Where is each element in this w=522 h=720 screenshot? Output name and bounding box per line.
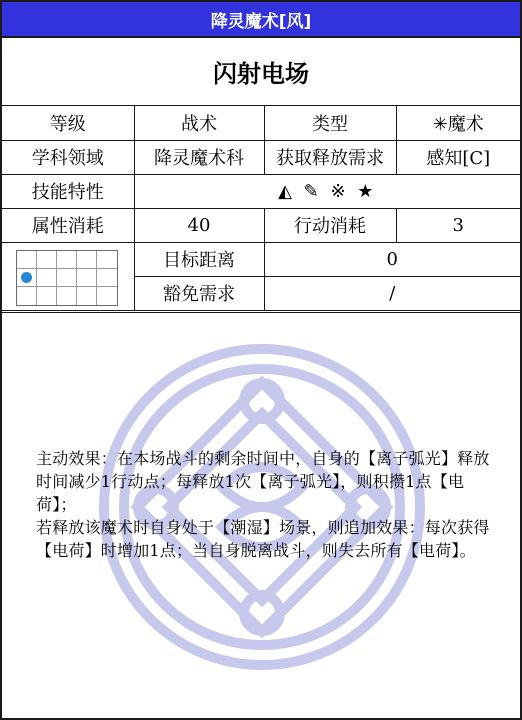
range-grid-cell <box>17 251 37 269</box>
range-grid-cell <box>37 251 57 269</box>
target-distance-value: 0 <box>264 242 520 276</box>
attr-cost-value: 40 <box>134 208 264 242</box>
range-grid <box>16 250 118 306</box>
range-grid-cell <box>17 269 37 287</box>
level-value: 战术 <box>134 106 264 140</box>
action-cost-value: 3 <box>396 208 520 242</box>
range-grid-cell <box>77 269 97 287</box>
range-grid-cell <box>77 251 97 269</box>
range-grid-cell <box>37 269 57 287</box>
spell-title: 闪射电场 <box>2 38 520 106</box>
range-grid-cell <box>97 251 117 269</box>
range-grid-cell <box>2 242 134 310</box>
range-grid-cell <box>37 287 57 305</box>
spell-description: 主动效果：在本场战斗的剩余时间中，自身的【离子弧光】释放时间减少1行动点；每释放1次【离子弧光】，则积攒1点【电荷】； 若释放该魔术时自身处于【潮湿】场景，则追加效果：每次获得【电荷】时增加1点；当自身脱离战斗，则失去所有【电荷】。 <box>36 449 490 560</box>
domain-value: 降灵魔术科 <box>134 140 264 174</box>
range-grid-cell <box>97 287 117 305</box>
card-category-header: 降灵魔术[风] <box>2 2 520 38</box>
description-area <box>2 312 520 718</box>
exemption-value: / <box>264 276 520 310</box>
range-grid-cell <box>97 269 117 287</box>
range-grid-cell <box>77 287 97 305</box>
traits-icons: ◭ ✎ ※ ★ <box>134 174 520 208</box>
stats-table <box>2 106 520 311</box>
domain-label: 学科领域 <box>2 140 134 174</box>
type-value: ✳魔术 <box>396 106 520 140</box>
range-marker-dot <box>21 272 32 283</box>
traits-label: 技能特性 <box>2 174 134 208</box>
action-cost-label: 行动消耗 <box>264 208 396 242</box>
range-grid-cell <box>57 287 77 305</box>
attr-cost-label: 属性消耗 <box>2 208 134 242</box>
range-grid-cell <box>57 269 77 287</box>
level-label: 等级 <box>2 106 134 140</box>
range-grid-cell <box>57 251 77 269</box>
requirement-value: 感知[C] <box>396 140 520 174</box>
range-grid-cell <box>17 287 37 305</box>
requirement-label: 获取释放需求 <box>264 140 396 174</box>
target-distance-label: 目标距离 <box>134 242 264 276</box>
exemption-label: 豁免需求 <box>134 276 264 310</box>
type-label: 类型 <box>264 106 396 140</box>
